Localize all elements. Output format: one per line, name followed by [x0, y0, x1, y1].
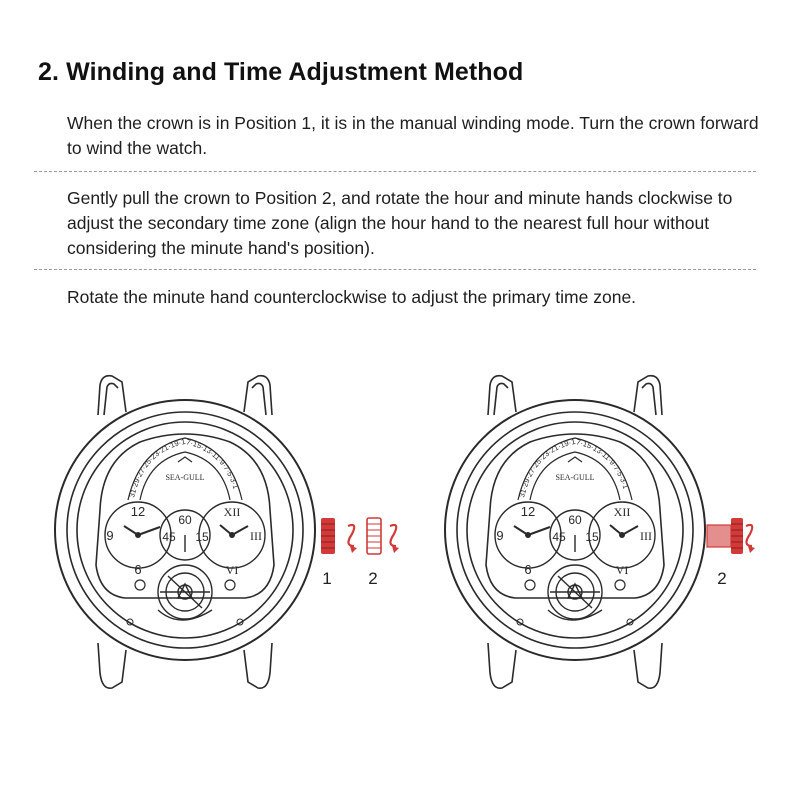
tourbillon-icon: [158, 565, 212, 620]
divider-2: [34, 269, 756, 270]
right-dial-xii: XII: [613, 505, 631, 519]
right-dial-iii: III: [640, 529, 652, 543]
right-dial-vi: VI: [615, 563, 629, 577]
step-2-text: Gently pull the crown to Position 2, and rotate the hour and minute hands clockwise to adjust the secondary time zone (align the hour hand to the nearest full hour without considering the minute hand's position).: [67, 188, 733, 258]
center-dial-45: 45: [162, 530, 176, 544]
crown-position-1: [321, 518, 357, 554]
watch-diagram-position-2: [420, 360, 790, 710]
left-dial-12: 12: [130, 504, 146, 519]
right-dial-xii: XII: [223, 505, 241, 519]
rotate-arrow-icon: [348, 525, 354, 546]
position-label-1: 1: [322, 569, 332, 588]
left-dial-9: 9: [106, 528, 114, 543]
right-dial-vi: VI: [225, 563, 239, 577]
tourbillon-icon: [548, 565, 602, 620]
crown-position-2: [367, 518, 399, 554]
step-3-text: Rotate the minute hand counterclockwise to adjust the primary time zone.: [67, 287, 637, 307]
rotate-arrow-icon: [746, 525, 752, 546]
position-label-2: 2: [368, 569, 378, 588]
center-dial-15: 15: [195, 530, 209, 544]
brand-logo: SEA-GULL: [165, 473, 205, 482]
rotate-arrow-icon: [390, 525, 396, 546]
step-1-text: When the crown is in Position 1, it is in the manual winding mode. Turn the crown forward to wind the watch.: [67, 113, 759, 158]
section-title: 2. Winding and Time Adjustment Method: [38, 58, 524, 86]
right-dial-iii: III: [250, 529, 262, 543]
date-scale: 31·29·27·25·23·21·19·17·15·13·11·9·7·5·3·1: [517, 436, 631, 499]
left-dial-6: 6: [524, 562, 532, 577]
left-dial-9: 9: [496, 528, 504, 543]
date-scale: 31·29·27·25·23·21·19·17·15·13·11·9·7·5·3·1: [127, 436, 241, 499]
divider-1: [34, 171, 756, 172]
center-dial-15: 15: [585, 530, 599, 544]
left-dial-12: 12: [520, 504, 536, 519]
watch-diagram-position-1: [30, 360, 400, 710]
crown-pulled-position-2: [707, 518, 755, 554]
position-label-2: 2: [717, 569, 727, 588]
center-dial-60: 60: [178, 513, 192, 527]
center-dial-60: 60: [568, 513, 582, 527]
brand-logo: SEA-GULL: [555, 473, 595, 482]
center-dial-45: 45: [552, 530, 566, 544]
left-dial-6: 6: [134, 562, 142, 577]
